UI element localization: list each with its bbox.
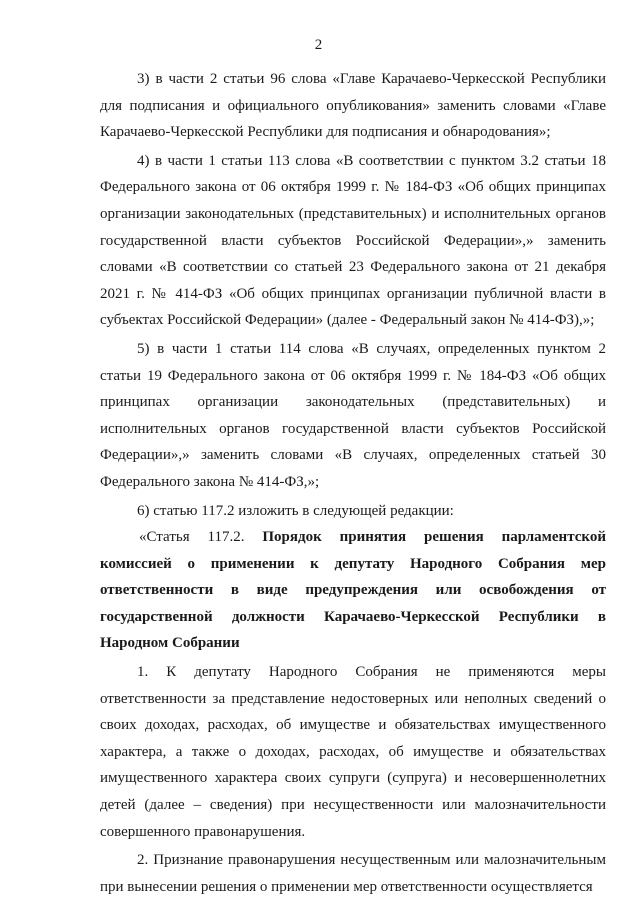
- paragraph-item-3: 3) в части 2 статьи 96 слова «Главе Карачаево-Черкесской Республики для подписания и официального опубликования» заменить словами «Главе Карачаево-Черкесской Республики для подписания и обнародования»;: [100, 71, 606, 141]
- paragraph-item-6: 6) статью 117.2 изложить в следующей редакции:: [137, 502, 454, 519]
- clause-2: 2. Признание правонарушения несущественным или малозначительным при вынесении решения о применении мер ответственности осуществляется: [100, 852, 606, 895]
- document-body: [100, 66, 606, 900]
- paragraph-item-5: 5) в части 1 статьи 114 слова «В случаях, определенных пунктом 2 статьи 19 Федерального закона от 06 октября 1999 г. № 184-ФЗ «Об общих принципах организации законодательных (представительных) и исполнительных органов государственной власти субъектов Российской Федерации»,» заменить словами «В случаях, определенных статьей 30 Федерального закона № 414-ФЗ,»;: [100, 340, 606, 490]
- article-heading-title: Порядок принятия решения парламентской комиссией о применении к депутату Народного Собрания мер ответственности в виде предупреждения или освобождения от государственной должности Карачаево-Черкесской Республики в Народном Собрании: [100, 529, 606, 652]
- article-heading-prefix: «Статья 117.2.: [139, 529, 263, 546]
- page-number: 2: [314, 37, 323, 53]
- article-heading: [100, 524, 606, 657]
- paragraph-item-4: 4) в части 1 статьи 113 слова «В соответствии с пунктом 3.2 статьи 18 Федерального закона от 06 октября 1999 г. № 184-ФЗ «Об общих принципах организации законодательных (представительных) и исполнительных органов государственной власти субъектов Российской Федерации»,» заменить словами «В соответствии со статьей 23 Федерального закона от 21 декабря 2021 г. № 414-ФЗ «Об общих принципах организации публичной власти в субъектах Российской Федерации» (далее - Федеральный закон № 414-ФЗ),»;: [100, 152, 606, 329]
- clause-1: 1. К депутату Народного Собрания не применяются меры ответственности за представление недостоверных или неполных сведений о своих доходах, расходах, об имуществе и обязательствах имущественного характера, а также о доходах, расходах, об имуществе и обязательствах имущественного характера своих супруги (супруга) и несовершеннолетних детей (далее – сведения) при несущественности или малозначительности совершенного правонарушения.: [100, 664, 606, 840]
